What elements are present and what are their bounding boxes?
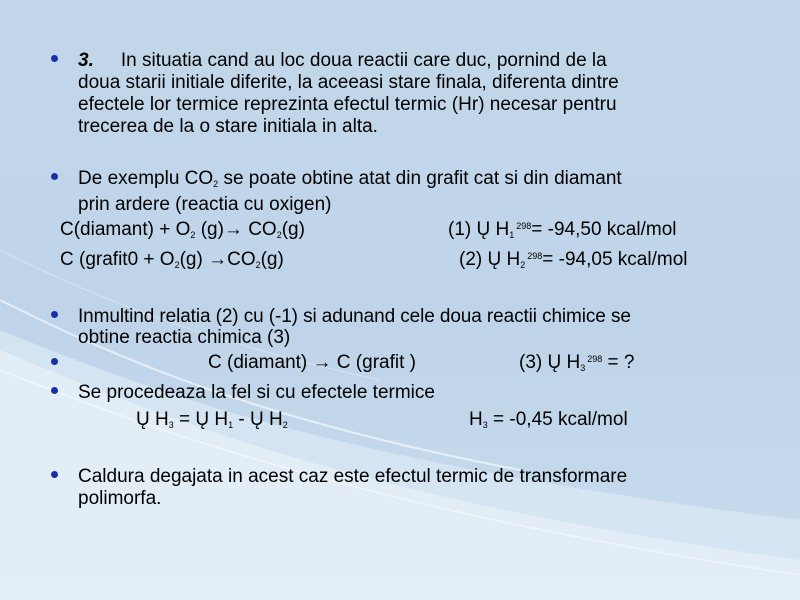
bullet-3-line-1: Inmultind relatia (2) cu (-1) si adunand cele doua reactii chimice se: [78, 306, 631, 327]
bullet-icon: [51, 387, 58, 394]
equation-1-enthalpy: (1) Ų $H_1^{298}= -94,50$ kcal/mol: [448, 219, 677, 240]
bullet-icon: [51, 358, 58, 365]
bullet-6-line-1: Caldura degajata in acest caz este efectul termic de transformare: [78, 466, 628, 487]
bullet-1-line-2: doua starii initiale diferite, la aceeasi stare finala, diferenta dintre: [78, 72, 619, 93]
bullet-icon: [51, 311, 58, 318]
paragraph-number: 3.: [78, 50, 94, 71]
bullet-icon: [51, 471, 58, 478]
equation-2-enthalpy: (2) Ų $H_2^{298}= -94,05$ kcal/mol: [459, 249, 688, 270]
reaction-3-enthalpy: (3) Ų $H_3^{298}$ = ?: [519, 352, 635, 373]
bullet-1-line-3: efectele lor termice reprezinta efectul termic (Hr) necesar pentru: [78, 94, 617, 115]
bullet-1-text-1: In situatia cand au loc doua reactii care duc, pornind de la: [120, 50, 607, 71]
bullet-5-line-1: Se procedeaza la fel si cu efectele termice: [78, 382, 435, 403]
reaction-3: C (diamant) → C (grafit ): [208, 352, 416, 373]
bullet-3-line-2: obtine reactia chimica (3): [78, 327, 291, 348]
bullet-icon: [51, 55, 58, 62]
bullet-2-line-1: De exemplu $CO_2$ se poate obtine atat din grafit cat si din diamant: [78, 168, 622, 189]
enthalpy-result: $H_3 = -0,45$ kcal/mol: [469, 409, 628, 430]
equation-1: C(diamant) + $O_2$ $(g)\to CO_2(g)$: [60, 219, 305, 240]
bullet-6-line-2: polimorfa.: [78, 488, 162, 509]
equation-2: C (grafit0 + $O_2(g) \to CO_2(g)$: [60, 249, 284, 270]
bullet-1-line-4: trecerea de la o stare initiala in alta.: [78, 116, 378, 137]
bullet-2-line-2: prin ardere (reactia cu oxigen): [78, 194, 332, 215]
bullet-icon: [51, 173, 58, 180]
bullet-1-line-1: [78, 50, 607, 71]
enthalpy-formula: Ų $H_3$ = Ų $H_1$ - Ų $H_2$: [136, 409, 288, 430]
